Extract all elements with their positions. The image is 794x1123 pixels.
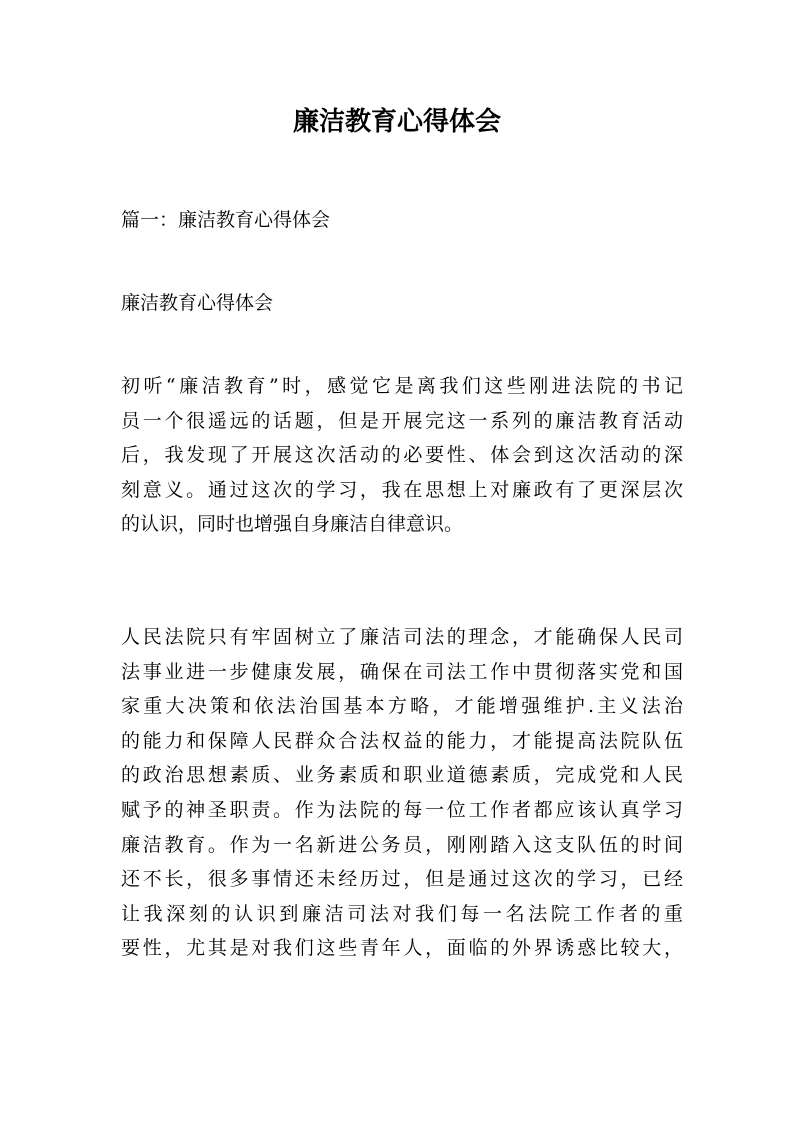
paragraph-line: 后，我发现了开展这次活动的必要性、体会到这次活动的深 <box>121 444 683 467</box>
paragraph-line: 要性，尤其是对我们这些青年人，面临的外界诱惑比较大， <box>121 937 683 960</box>
paragraph-line: 家重大决策和依法治国基本方略，才能增强维护.主义法治 <box>121 695 683 718</box>
paragraph-2 <box>121 620 683 966</box>
paragraph-line: 还不长，很多事情还未经历过，但是通过这次的学习，已经 <box>121 868 683 891</box>
paragraph-line: 的政治思想素质、业务素质和职业道德素质，完成党和人民 <box>121 764 683 787</box>
document-title: 廉洁教育心得体会 <box>292 107 501 137</box>
paragraph-line: 的能力和保障人民群众合法权益的能力，才能提高法院队伍 <box>121 729 683 752</box>
paragraph-line: 赋予的神圣职责。作为法院的每一位工作者都应该认真学习 <box>121 798 683 821</box>
paragraph-line: 员一个很遥远的话题，但是开展完这一系列的廉洁教育活动 <box>121 409 683 432</box>
paragraph-line: 的认识，同时也增强自身廉洁自律意识。 <box>121 513 464 536</box>
paragraph-line: 让我深刻的认识到廉洁司法对我们每一名法院工作者的重 <box>121 902 683 925</box>
section-heading: 篇一：廉洁教育心得体会 <box>121 209 331 231</box>
subheading: 廉洁教育心得体会 <box>121 292 274 314</box>
paragraph-1 <box>121 369 683 542</box>
paragraph-line: 法事业进一步健康发展，确保在司法工作中贯彻落实党和国 <box>121 660 683 683</box>
paragraph-line: 廉洁教育。作为一名新进公务员，刚刚踏入这支队伍的时间 <box>121 833 683 856</box>
paragraph-line: 人民法院只有牢固树立了廉洁司法的理念，才能确保人民司 <box>121 626 683 648</box>
paragraph-line: 初听“廉洁教育”时，感觉它是离我们这些刚进法院的书记 <box>121 375 683 397</box>
paragraph-line: 刻意义。通过这次的学习，我在思想上对廉政有了更深层次 <box>121 478 683 501</box>
